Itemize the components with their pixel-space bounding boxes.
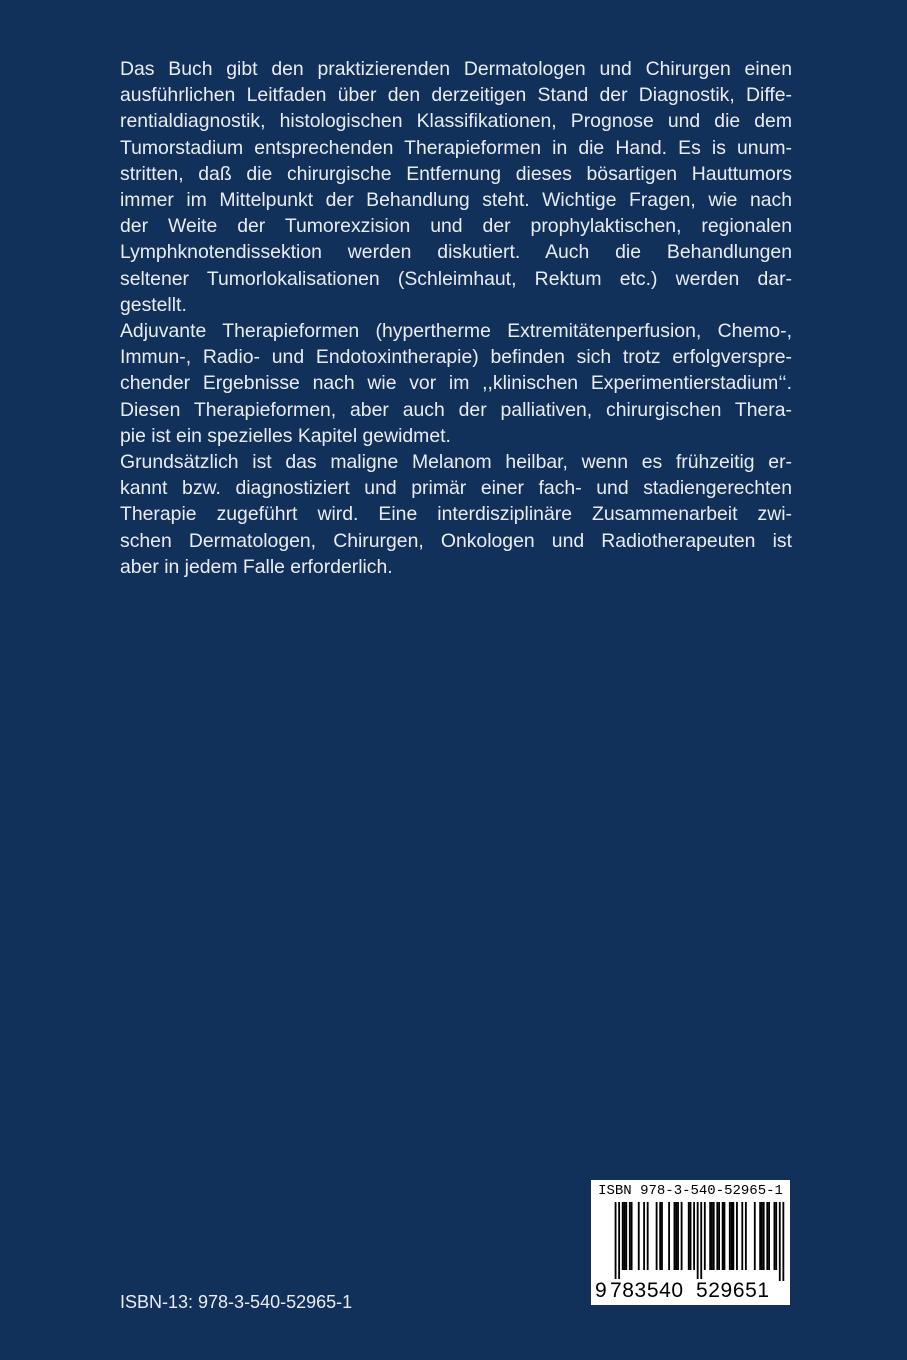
blurb-line: Lymphknotendissektion werden diskutiert. Auch die Behandlungen	[120, 241, 792, 264]
blurb-line: gestellt.	[120, 293, 187, 316]
blurb-line: ausführlichen Leitfaden über den derzeitigen Stand der Diagnostik, Diffe-	[120, 84, 792, 107]
barcode-bar	[745, 1202, 747, 1270]
barcode-bar	[693, 1202, 695, 1270]
barcode-bar	[724, 1202, 726, 1270]
barcode-bar	[709, 1202, 711, 1270]
barcode-guard-bar	[782, 1202, 784, 1281]
blurb-line: Grundsätzlich ist das maligne Melanom heilbar, wenn es frühzeitig er-	[120, 451, 792, 474]
barcode-guard-bar	[697, 1202, 699, 1281]
blurb-line: stritten, daß die chirurgische Entfernung dieses bösartigen Hauttumors	[120, 162, 792, 185]
barcode-bar	[690, 1202, 692, 1270]
barcode-bar	[674, 1202, 676, 1270]
barcode-bar	[722, 1202, 724, 1270]
barcode-bar	[668, 1202, 670, 1270]
blurb-line: pie ist ein spezielles Kapitel gewidmet.	[120, 424, 451, 447]
barcode-bar	[661, 1202, 663, 1270]
barcode-bar	[759, 1202, 761, 1270]
blurb-line: Tumorstadium entsprechenden Therapieformen in die Hand. Es is unum-	[120, 136, 792, 159]
blurb-line: der Weite der Tumorexzision und der prophylaktischen, regionalen	[120, 215, 792, 238]
blurb-line: Das Buch gibt den praktizierenden Dermatologen und Chirurgen einen	[120, 58, 792, 80]
barcode-bar	[732, 1202, 734, 1270]
barcode-bar	[688, 1202, 690, 1270]
barcode-bar	[643, 1202, 645, 1270]
barcode-bar	[675, 1202, 677, 1270]
barcode-bar	[775, 1202, 777, 1270]
barcode-bar	[677, 1202, 679, 1270]
blurb-line: seltener Tumorlokalisationen (Schleimhaut, Rektum etc.) werden dar-	[120, 267, 792, 290]
blurb-line: kannt bzw. diagnostiziert und primär einer fach- und stadiengerechten	[120, 477, 792, 500]
barcode-bar	[718, 1202, 720, 1270]
barcode-guard-bar	[618, 1202, 620, 1281]
barcode-bar	[622, 1202, 624, 1270]
blurb-line: chender Ergebnisse nach wie vor im ,,klinischen Experimentierstadium‘‘.	[120, 372, 792, 395]
barcode-guard-bar	[615, 1202, 617, 1281]
barcode-bar	[716, 1202, 718, 1270]
barcode-bar	[638, 1202, 640, 1270]
barcode-bar	[631, 1202, 633, 1270]
barcode-digit-first: 9	[595, 1279, 607, 1302]
isbn-13-label: ISBN-13: 978-3-540-52965-1	[120, 1292, 353, 1312]
barcode-bar	[763, 1202, 765, 1270]
isbn-barcode	[591, 1180, 790, 1305]
barcode-bar	[761, 1202, 763, 1270]
barcode-bar	[711, 1202, 713, 1270]
blurb-line: Therapie zugeführt wird. Eine interdisziplinäre Zusammenarbeit zwi-	[120, 503, 792, 526]
barcode-bar	[659, 1202, 661, 1270]
barcode-bar	[766, 1202, 768, 1270]
barcode-bar	[729, 1202, 731, 1270]
barcode-bar	[656, 1202, 658, 1270]
blurb-line: schen Dermatologen, Chirurgen, Onkologen und Radiotherapeuten ist	[120, 529, 792, 552]
barcode-bar	[731, 1202, 733, 1270]
barcode-bars	[595, 1202, 786, 1281]
barcode-guard-bar	[779, 1202, 781, 1281]
back-cover-blurb	[120, 56, 792, 580]
barcode-bar	[754, 1202, 756, 1270]
barcode-digits-right: 529651	[696, 1279, 770, 1302]
blurb-line: Adjuvante Therapieformen (hypertherme Extremitätenperfusion, Chemo-,	[120, 320, 792, 343]
barcode-digits-left: 783540	[610, 1279, 684, 1302]
barcode-bar	[713, 1202, 715, 1270]
barcode-bar	[625, 1202, 627, 1270]
barcode-bar	[704, 1202, 706, 1270]
blurb-line: immer im Mittelpunkt der Behandlung steht. Wichtige Fragen, wie nach	[120, 189, 792, 212]
barcode-bar	[624, 1202, 626, 1270]
barcode-bar	[736, 1202, 738, 1270]
barcode-isbn-text: ISBN 978-3-540-52965-1	[598, 1183, 783, 1199]
barcode-bar	[681, 1202, 683, 1270]
barcode-bar	[629, 1202, 631, 1270]
barcode-bar	[774, 1202, 776, 1270]
barcode-bar	[647, 1202, 649, 1270]
barcode-bar	[741, 1202, 743, 1270]
barcode-guard-bar	[700, 1202, 702, 1281]
blurb-line: aber in jedem Falle erforderlich.	[120, 555, 393, 578]
blurb-line: Diesen Therapieformen, aber auch der palliativen, chirurgischen Thera-	[120, 398, 792, 421]
barcode-bar	[768, 1202, 770, 1270]
blurb-line: rentialdiagnostik, histologischen Klassifikationen, Prognose und die dem	[120, 110, 792, 133]
blurb-line: Immun-, Radio- und Endotoxintherapie) befinden sich trotz erfolgverspre-	[120, 346, 792, 369]
